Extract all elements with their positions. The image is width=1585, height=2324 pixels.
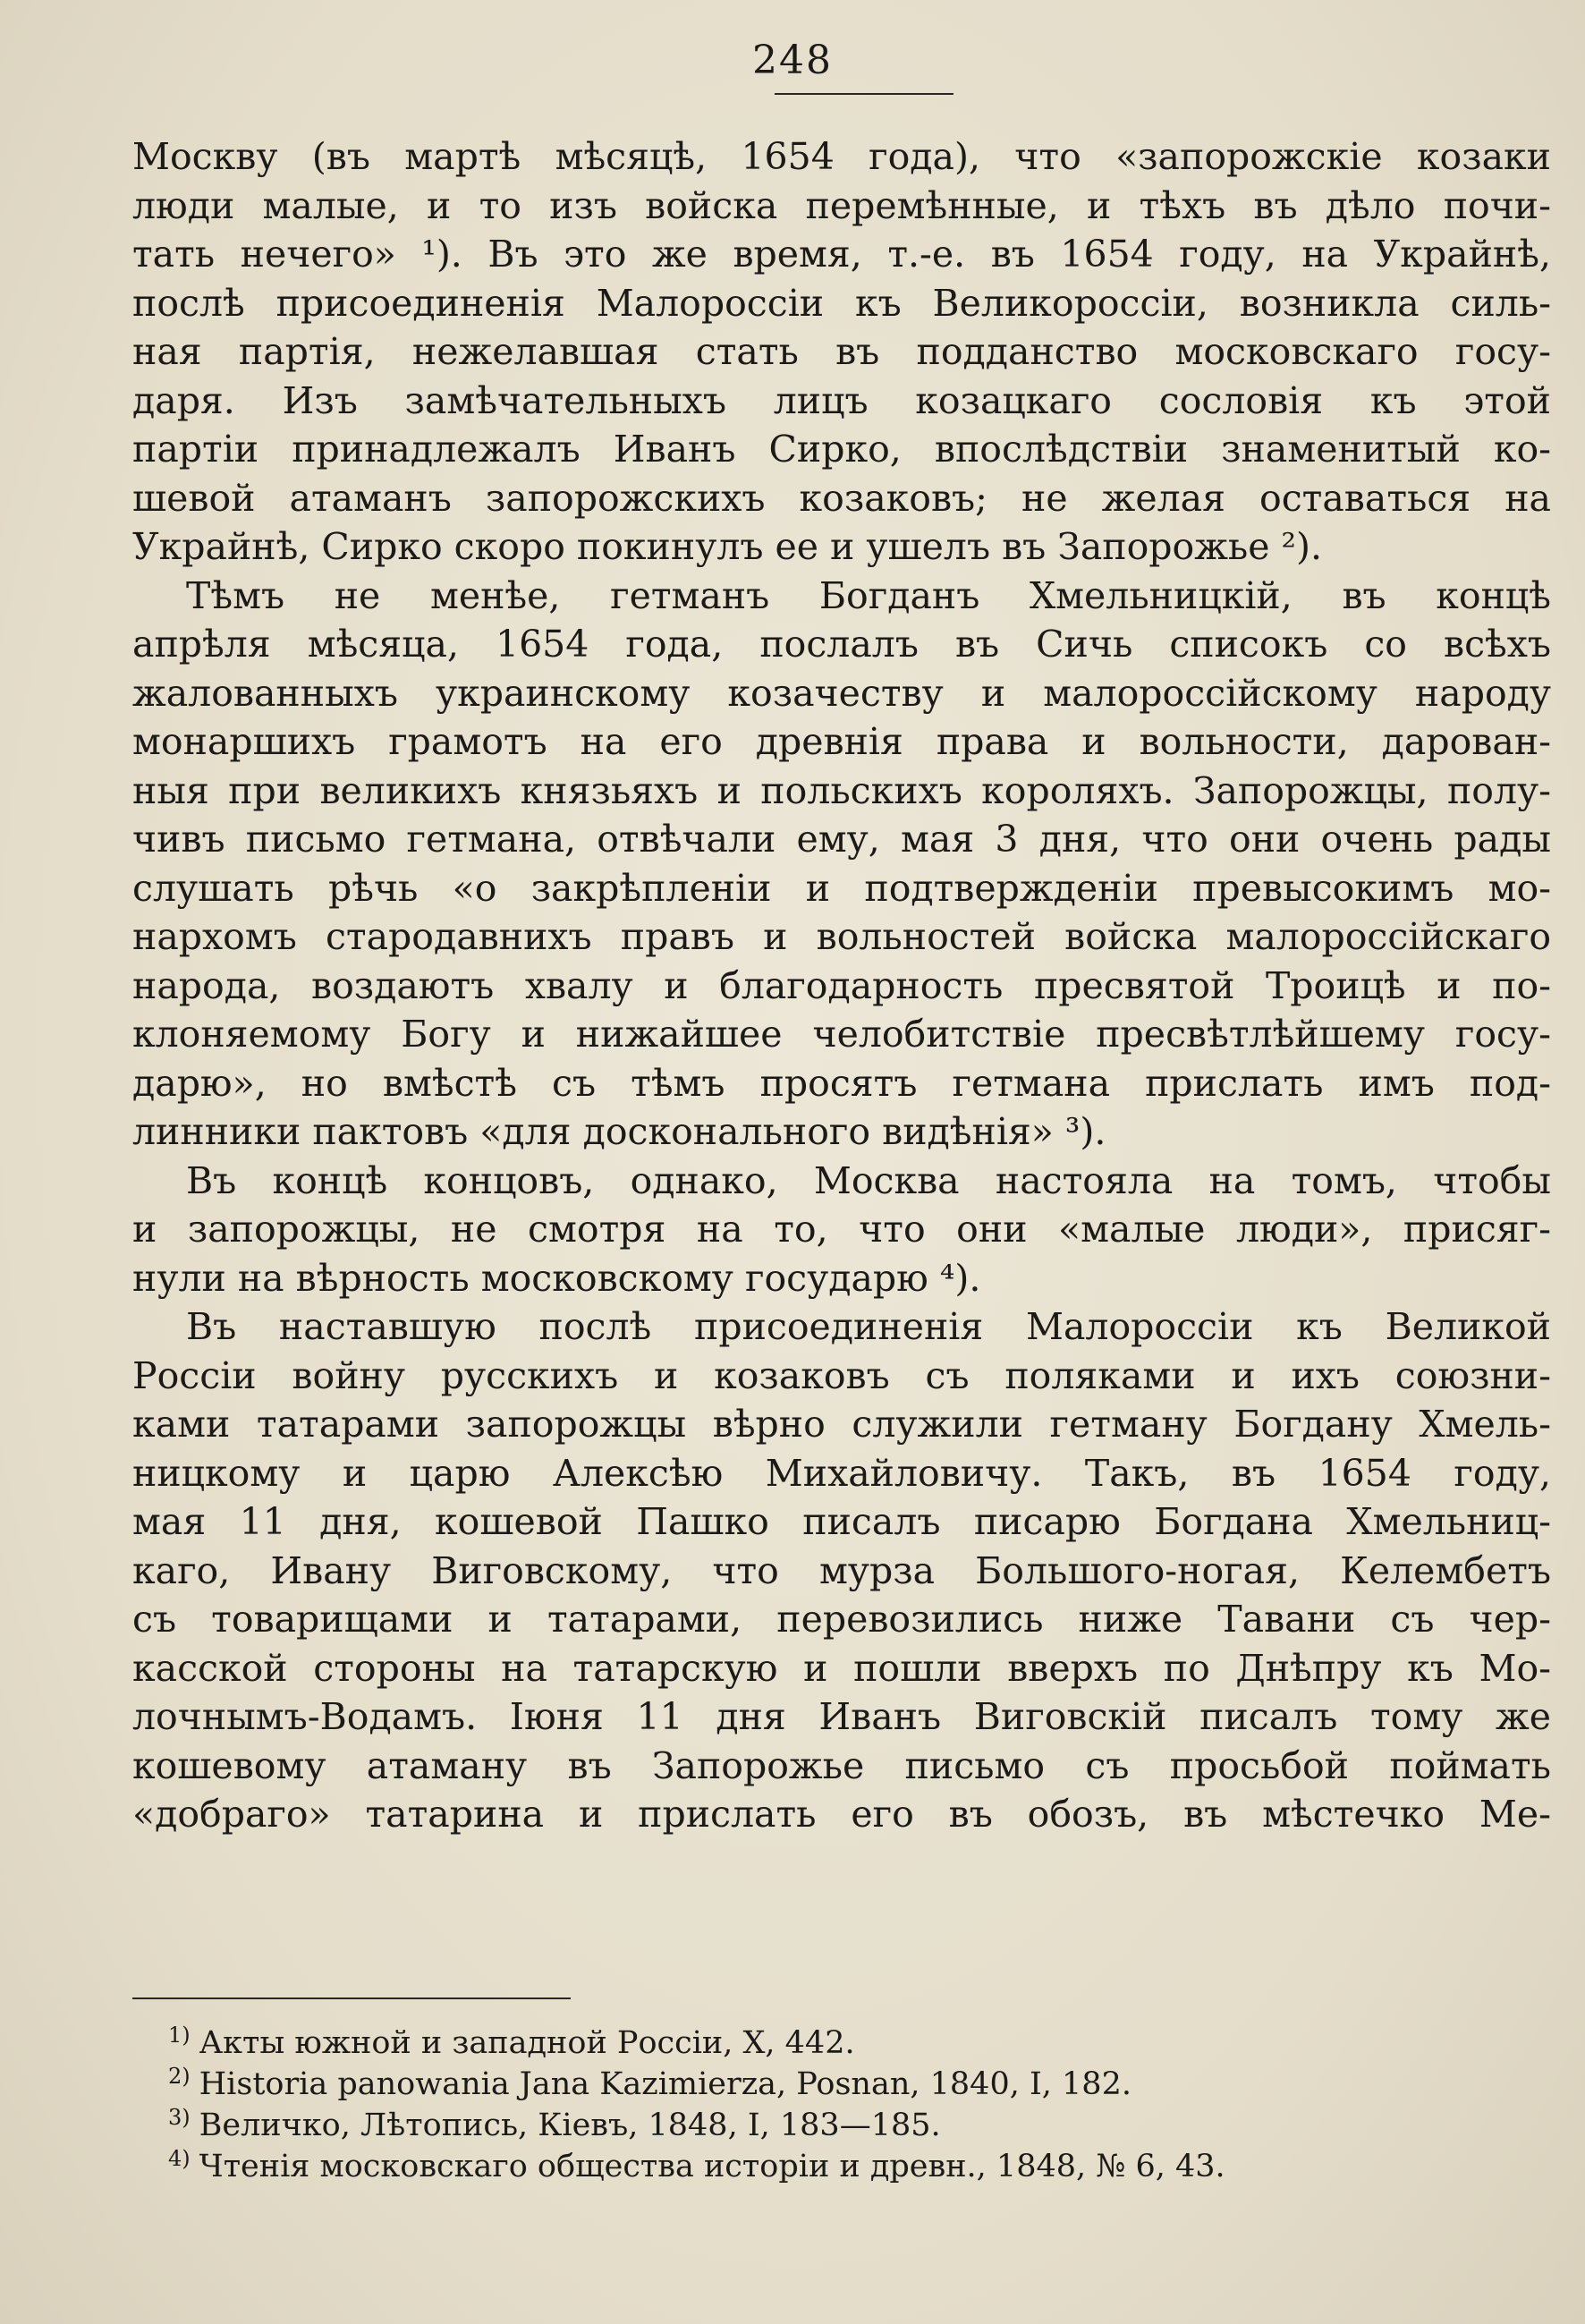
text-line: кошевому атаману въ Запорожье письмо съ просьбой поймать — [132, 1743, 1551, 1787]
text-line: касской стороны на татарскую и пошли вверхъ по Днѣпру къ Мо- — [132, 1646, 1551, 1690]
text-line: линники пактовъ «для досконального видѣнія» ³). — [132, 1110, 1106, 1153]
text-line: народа, воздаютъ хвалу и благодарность пресвятой Троицѣ и по- — [132, 963, 1551, 1007]
text-line: и запорожцы, не смотря на то, что они «малые люди», присяг- — [132, 1208, 1551, 1251]
paragraph — [132, 1157, 1551, 1303]
text-line: партіи принадлежалъ Иванъ Сирко, впослѣдствіи знаменитый ко- — [132, 428, 1551, 471]
text-line: лочнымъ-Водамъ. Іюня 11 дня Иванъ Виговскій писалъ тому же — [132, 1695, 1551, 1738]
text-line: каго, Ивану Виговскому, что мурза Большого-ногая, Келембетъ — [132, 1548, 1551, 1592]
text-line: ками татарами запорожцы вѣрно служили гетману Богдану Хмель- — [132, 1403, 1551, 1446]
text-line: шевой атаманъ запорожскихъ козаковъ; не желая оставаться на — [132, 476, 1551, 520]
footnote-mark: 2) — [168, 2064, 191, 2089]
footnote-mark: 1) — [168, 2023, 191, 2048]
text-line: монаршихъ грамотъ на его древнія права и вольности, дарован- — [132, 720, 1551, 763]
footnote-text: Величко, Лѣтопись, Кіевъ, 1848, I, 183—185. — [199, 2108, 941, 2143]
footnote-text: Historia panowania Jana Kazimierza, Posnan, 1840, I, 182. — [199, 2066, 1132, 2102]
text-line: Въ концѣ концовъ, однако, Москва настояла на томъ, чтобы — [186, 1158, 1551, 1202]
text-line: съ товарищами и татарами, перевозились ниже Тавани съ чер- — [132, 1598, 1551, 1641]
text-line: Тѣмъ не менѣе, гетманъ Богданъ Хмельницкій, въ концѣ — [186, 573, 1551, 617]
text-line: ная партія, нежелавшая стать въ подданство московскаго госу- — [132, 330, 1551, 373]
text-line: послѣ присоединенія Малороссіи къ Великороссіи, возникла силь- — [132, 281, 1551, 325]
footnote-text: Чтенія московскаго общества исторіи и древн., 1848, № 6, 43. — [199, 2149, 1225, 2184]
text-line: мая 11 дня, кошевой Пашко писалъ писарю Богдана Хмельниц- — [132, 1500, 1551, 1543]
footnote — [168, 2138, 1420, 2184]
footnote-mark: 4) — [168, 2146, 191, 2171]
body-text — [132, 132, 1551, 1839]
text-line: апрѣля мѣсяца, 1654 года, послалъ въ Сичь списокъ со всѣхъ — [132, 623, 1551, 666]
text-line: люди малые, и то изъ войска перемѣнные, и тѣхъ въ дѣло почи- — [132, 183, 1551, 227]
page-number-rule — [775, 93, 954, 95]
text-line: ницкому и царю Алексѣю Михайловичу. Такъ, въ 1654 году, — [132, 1451, 1551, 1495]
text-line: нули на вѣрность московскому государю ⁴). — [132, 1256, 981, 1300]
footnote — [168, 2097, 1420, 2143]
text-line: слушать рѣчь «о закрѣпленіи и подтвержденіи превысокимъ мо- — [132, 866, 1551, 910]
text-line: тать нечего» ¹). Въ это же время, т.-е. въ 1654 году, на Украйнѣ, — [132, 233, 1551, 276]
text-line: «добраго» татарина и прислать его въ обозъ, въ мѣстечко Ме- — [132, 1793, 1551, 1836]
paragraph — [132, 1302, 1551, 1839]
text-line: Москву (въ мартѣ мѣсяцѣ, 1654 года), что «запорожскіе козаки — [132, 135, 1551, 178]
paragraph — [132, 132, 1551, 572]
paragraph — [132, 572, 1551, 1157]
footnotes — [168, 2014, 1420, 2184]
text-line: жалованныхъ украинскому козачеству и малороссійскому народу — [132, 671, 1551, 715]
text-line: Украйнѣ, Сирко скоро покинулъ ее и ушелъ въ Запорожье ²). — [132, 525, 1322, 568]
text-line: дарю», но вмѣстѣ съ тѣмъ просятъ гетмана прислать имъ под- — [132, 1061, 1551, 1105]
page-number: 248 — [752, 38, 833, 83]
text-line: нархомъ стародавнихъ правъ и вольностей войска малороссійскаго — [132, 915, 1551, 958]
footnote — [168, 2014, 1420, 2061]
text-line: ныя при великихъ князьяхъ и польскихъ короляхъ. Запорожцы, полу- — [132, 768, 1551, 812]
text-line: чивъ письмо гетмана, отвѣчали ему, мая 3 дня, что они очень рады — [132, 818, 1551, 861]
footnote-text: Акты южной и западной Россіи, X, 442. — [199, 2025, 855, 2061]
footnote — [168, 2056, 1420, 2102]
text-line: Въ наставшую послѣ присоединенія Малороссіи къ Великой — [186, 1305, 1551, 1348]
text-line: Россіи войну русскихъ и козаковъ съ поляками и ихъ союзни- — [132, 1353, 1551, 1397]
text-line: даря. Изъ замѣчательныхъ лицъ козацкаго сословія къ этой — [132, 378, 1551, 422]
footnote-mark: 3) — [168, 2105, 191, 2130]
text-line: клоняемому Богу и нижайшее челобитствіе пресвѣтлѣйшему госу- — [132, 1013, 1551, 1056]
footnote-rule — [132, 1997, 571, 1999]
